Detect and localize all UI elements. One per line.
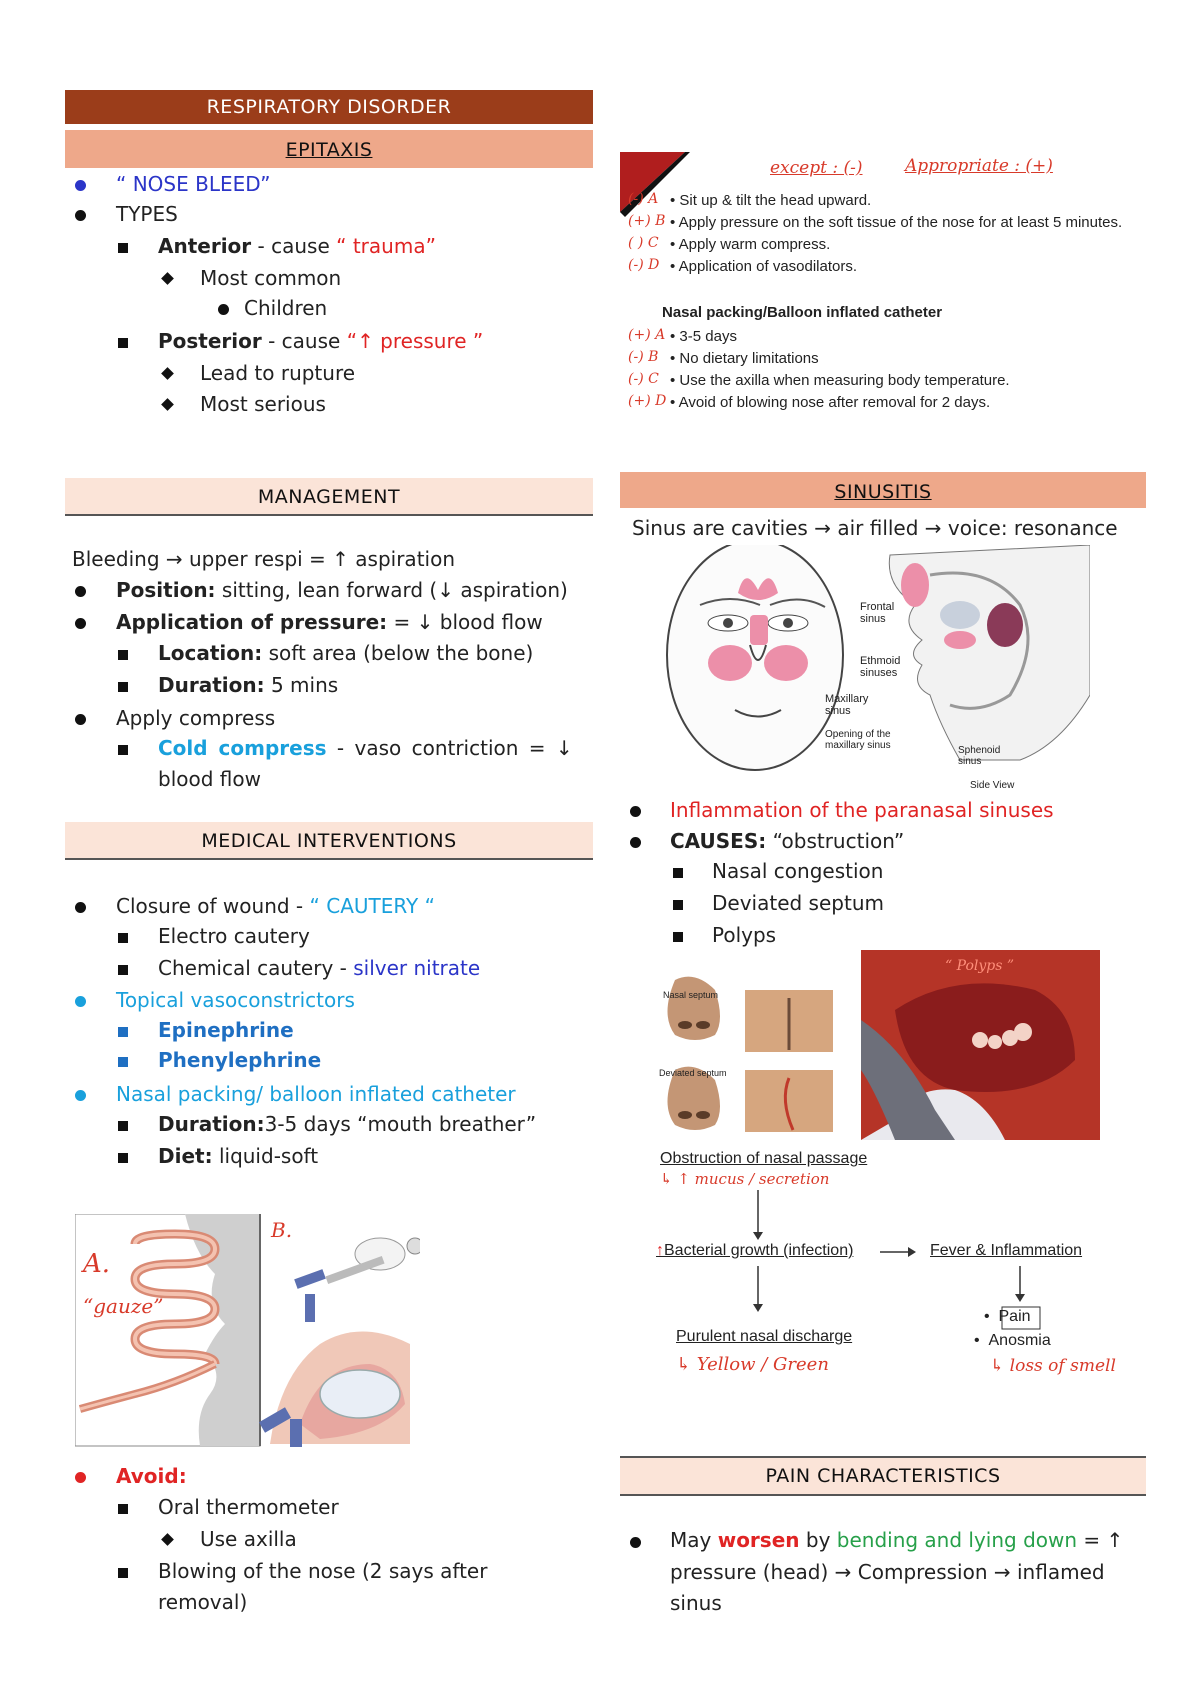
avoid-label: Avoid: xyxy=(116,1464,187,1488)
quiz-item: • Apply pressure on the soft tissue of the nose for at least 5 minutes. xyxy=(670,214,1123,231)
management-title: MANAGEMENT xyxy=(257,486,401,508)
square-bullet xyxy=(118,1568,128,1578)
pain-line3: sinus xyxy=(670,1591,722,1615)
management-header xyxy=(65,478,593,516)
cold-compress-label: Cold compress xyxy=(158,736,327,760)
bullet xyxy=(75,210,86,221)
bullet xyxy=(75,996,86,1007)
electro-text: Electro cautery xyxy=(158,924,310,948)
duration-packing-line xyxy=(158,1112,536,1136)
position-label: Position: xyxy=(116,578,216,602)
label-opening: Opening of the maxillary sinus xyxy=(825,729,891,751)
bullet xyxy=(75,902,86,913)
children-text: Children xyxy=(244,296,328,320)
quiz-image xyxy=(620,148,1140,418)
location-label: Location: xyxy=(158,641,263,665)
apply-compress-text: Apply compress xyxy=(116,706,276,730)
quiz-mark: (+) B xyxy=(628,213,666,229)
duration-packing-label: Duration: xyxy=(158,1112,265,1136)
blowing-text: Blowing of the nose (2 says after xyxy=(158,1559,488,1583)
sinus-illustration xyxy=(660,545,1090,795)
packing-item: • No dietary limitations xyxy=(670,350,819,367)
square-bullet xyxy=(673,932,683,942)
square-bullet xyxy=(118,1027,128,1037)
diet-label: Diet: xyxy=(158,1144,213,1168)
img-label-gauze: “gauze” xyxy=(83,1294,164,1318)
label-sphenoid: Sphenoid sinus xyxy=(958,745,1001,767)
chemical-text: Chemical cautery - xyxy=(158,956,354,980)
nasal-packing-text: Nasal packing/ balloon inflated catheter xyxy=(116,1082,516,1106)
medical-header xyxy=(65,822,593,860)
square-bullet xyxy=(673,868,683,878)
flow-pain-text: Pain xyxy=(998,1308,1031,1325)
img-nasal-septum: Nasal septum xyxy=(663,990,719,1000)
most-serious-text: Most serious xyxy=(200,392,326,416)
most-common-text: Most common xyxy=(200,266,342,290)
anterior-line xyxy=(158,234,436,258)
pressure-label: Application of pressure: xyxy=(116,610,388,634)
lead-rupture-text: Lead to rupture xyxy=(200,361,356,385)
packing-item: • Use the axilla when measuring body temperature. xyxy=(670,372,1010,389)
posterior-pressure: “↑ pressure ” xyxy=(346,329,484,353)
img-label-a: A. xyxy=(83,1249,111,1279)
anterior-cause: - cause xyxy=(251,234,337,258)
packing-mark: (+) A xyxy=(628,327,666,343)
square-bullet xyxy=(118,745,128,755)
diamond-bullet xyxy=(161,272,174,285)
polyps-text: Polyps xyxy=(712,923,777,947)
position-text: sitting, lean forward (↓ aspiration) xyxy=(215,578,568,602)
square-bullet xyxy=(673,900,683,910)
sinusitis-flowchart xyxy=(640,1148,1120,1408)
causes-label: CAUSES: xyxy=(670,829,767,853)
img-polyps-note: “ Polyps ” xyxy=(945,958,1015,974)
bullet xyxy=(75,180,86,191)
phenylephrine-text: Phenylephrine xyxy=(158,1048,322,1072)
diet-text: liquid-soft xyxy=(212,1144,319,1168)
bullet xyxy=(630,837,641,848)
septum-polyps-drawing xyxy=(655,950,1100,1140)
bullet xyxy=(630,1537,641,1548)
appropriate-note: Appropriate : (+) xyxy=(905,156,1053,176)
square-bullet xyxy=(118,338,128,348)
bullet xyxy=(630,806,641,817)
closure-text: Closure of wound - xyxy=(116,894,310,918)
packing-title: Nasal packing/Balloon inflated catheter xyxy=(662,304,943,321)
epinephrine-text: Epinephrine xyxy=(158,1018,294,1042)
pain-may: May xyxy=(670,1528,718,1552)
sinusitis-intro: Sinus are cavities → air filled → voice: resonance xyxy=(632,516,1118,540)
diet-line xyxy=(158,1144,318,1168)
nasal-packing-illustration xyxy=(75,1214,420,1454)
duration-label: Duration: xyxy=(158,673,265,697)
location-text: soft area (below the bone) xyxy=(262,641,534,665)
diamond-bullet xyxy=(161,398,174,411)
blowing-text2: removal) xyxy=(158,1590,248,1614)
epitaxis-header xyxy=(65,130,593,168)
label-maxillary: Maxillary sinus xyxy=(825,693,869,717)
sinusitis-title: SINUSITIS xyxy=(834,481,932,503)
corner-graphic xyxy=(620,152,690,222)
img-deviated-septum: Deviated septum xyxy=(659,1068,727,1078)
pain-header xyxy=(620,1456,1146,1496)
pain-bending: bending and lying down xyxy=(836,1528,1078,1552)
nose-bleed-text: “ NOSE BLEED” xyxy=(116,172,271,196)
sinusitis-header xyxy=(620,472,1146,508)
except-note: except : (-) xyxy=(770,158,863,178)
flow-obstruction-note: ↳ ↑ mucus / secretion xyxy=(660,1170,830,1188)
septum-polyps-images xyxy=(655,950,1100,1140)
bullet xyxy=(75,714,86,725)
flow-fever: Fever & Inflammation xyxy=(930,1242,1083,1259)
pain-title: PAIN CHARACTERISTICS xyxy=(765,1465,1001,1487)
label-frontal: Frontal sinus xyxy=(860,601,895,625)
pressure-line xyxy=(116,610,543,634)
square-bullet xyxy=(118,965,128,975)
chemical-line xyxy=(158,956,480,980)
square-bullet xyxy=(118,1057,128,1067)
quiz-item: • Application of vasodilators. xyxy=(670,258,858,275)
topical-text: Topical vasoconstrictors xyxy=(116,988,355,1012)
cautery-text: “ CAUTERY “ xyxy=(309,894,435,918)
flow-anosmia: • Anosmia xyxy=(974,1332,1051,1349)
flow-anosmia-text: Anosmia xyxy=(988,1332,1051,1349)
cold-compress-line xyxy=(158,736,573,760)
square-bullet xyxy=(118,1504,128,1514)
bullet xyxy=(218,304,229,315)
flow-anosmia-note: ↳ loss of smell xyxy=(990,1356,1116,1376)
posterior-line xyxy=(158,329,483,353)
bullet xyxy=(75,1090,86,1101)
flow-purulent-note: ↳ Yellow / Green xyxy=(676,1354,829,1375)
axilla-text: Use axilla xyxy=(200,1527,297,1551)
deviated-text: Deviated septum xyxy=(712,891,884,915)
flow-purulent: Purulent nasal discharge xyxy=(676,1328,853,1345)
types-text: TYPES xyxy=(116,202,178,226)
epitaxis-title: EPITAXIS xyxy=(285,139,373,161)
cold-compress-text: - vaso contriction = ↓ xyxy=(326,736,573,760)
pressure-text: = ↓ blood flow xyxy=(387,610,543,634)
quiz-item: • Apply warm compress. xyxy=(670,236,831,253)
pain-line2: pressure (head) → Compression → inflamed xyxy=(670,1560,1105,1584)
main-title: RESPIRATORY DISORDER xyxy=(206,96,452,118)
pain-by: by xyxy=(799,1528,837,1552)
cold-compress-text2: blood flow xyxy=(158,767,261,791)
anterior-trauma: “ trauma” xyxy=(336,234,436,258)
square-bullet xyxy=(118,1121,128,1131)
square-bullet xyxy=(118,1153,128,1163)
main-title-bar xyxy=(65,90,593,124)
silver-text: silver nitrate xyxy=(353,956,481,980)
img-label-b: B. xyxy=(271,1218,293,1242)
flow-bacterial: ↑Bacterial growth (infection) xyxy=(656,1242,854,1259)
position-line xyxy=(116,578,568,602)
duration-packing-text: 3-5 days “mouth breather” xyxy=(264,1112,537,1136)
pain-worsen: worsen xyxy=(717,1528,800,1552)
causes-line xyxy=(670,829,904,853)
location-line xyxy=(158,641,533,665)
flow-bacterial-text: Bacterial growth (infection) xyxy=(664,1242,854,1259)
management-intro: Bleeding → upper respi = ↑ aspiration xyxy=(72,547,455,571)
packing-item: • Avoid of blowing nose after removal for 2 days. xyxy=(670,394,991,411)
inflammation-text: Inflammation of the paranasal sinuses xyxy=(670,798,1054,822)
square-bullet xyxy=(118,933,128,943)
posterior-label: Posterior xyxy=(158,329,262,353)
pain-line1 xyxy=(670,1528,1123,1552)
nasal-congestion-text: Nasal congestion xyxy=(712,859,884,883)
anterior-label: Anterior xyxy=(158,234,252,258)
quiz-mark: ( ) C xyxy=(628,235,659,251)
label-side-view: Side View xyxy=(970,780,1015,791)
packing-item: • 3-5 days xyxy=(670,328,737,345)
medical-title: MEDICAL INTERVENTIONS xyxy=(201,830,457,852)
flow-obstruction: Obstruction of nasal passage xyxy=(660,1150,868,1167)
quiz-mark: (-) D xyxy=(628,257,660,273)
packing-mark: (-) B xyxy=(628,349,659,365)
square-bullet xyxy=(118,243,128,253)
packing-mark: (-) C xyxy=(628,371,659,387)
nasal-packing-drawing xyxy=(75,1214,420,1454)
quiz-mark: (-) A xyxy=(628,191,659,207)
pain-rest1: = ↑ xyxy=(1077,1528,1124,1552)
duration-line xyxy=(158,673,338,697)
bullet xyxy=(75,1472,86,1483)
bullet xyxy=(75,586,86,597)
closure-line xyxy=(116,894,435,918)
causes-text: “obstruction” xyxy=(766,829,905,853)
duration-text: 5 mins xyxy=(264,673,339,697)
diamond-bullet xyxy=(161,1533,174,1546)
oral-text: Oral thermometer xyxy=(158,1495,339,1519)
square-bullet xyxy=(118,650,128,660)
packing-mark: (+) D xyxy=(628,393,667,409)
bullet xyxy=(75,618,86,629)
square-bullet xyxy=(118,682,128,692)
posterior-cause: - cause xyxy=(261,329,347,353)
quiz-item: • Sit up & tilt the head upward. xyxy=(670,192,872,209)
flow-pain: • Pain xyxy=(984,1308,1031,1325)
diamond-bullet xyxy=(161,367,174,380)
label-ethmoid: Ethmoid sinuses xyxy=(860,655,901,679)
